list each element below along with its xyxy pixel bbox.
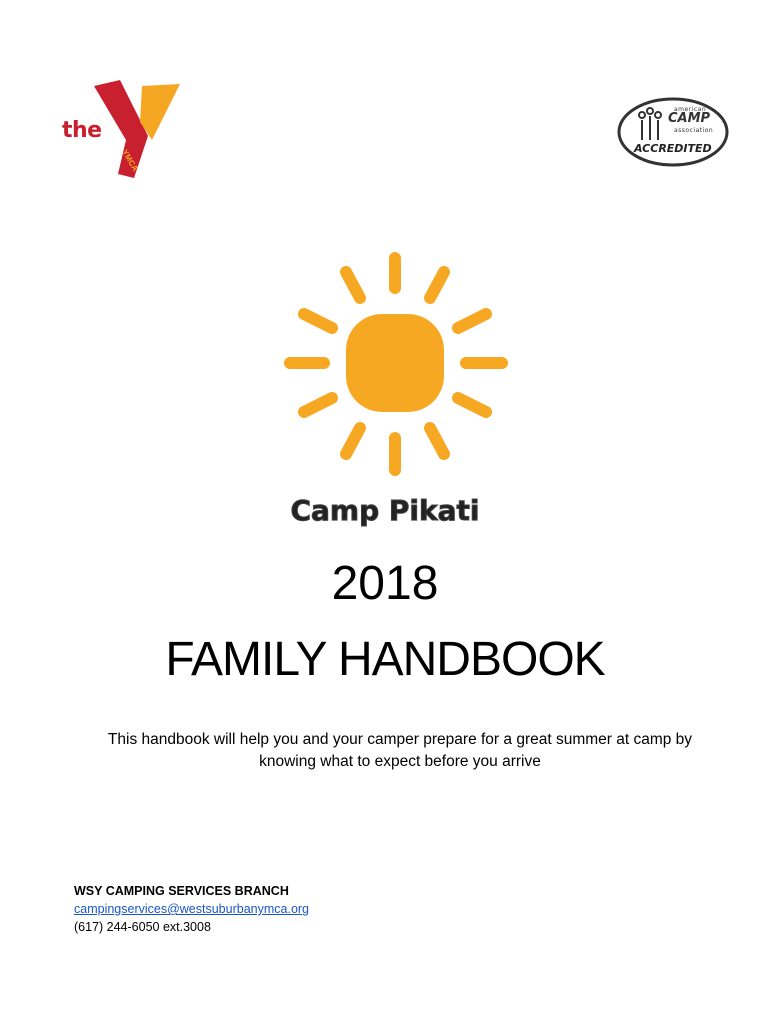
- handbook-year: 2018: [331, 557, 439, 610]
- aca-line-2: CAMP: [668, 111, 711, 126]
- intro-text: This handbook will help you and your camper prepare for a great summer at camp by knowing what to expect before you arrive: [107, 731, 693, 770]
- contact-block: [74, 882, 309, 936]
- ymca-small-text: YMCA: [120, 148, 140, 173]
- aca-line-1: american: [674, 106, 707, 113]
- phone-number: (617) 244-6050 ext.3008: [74, 920, 211, 934]
- camp-name: Camp Pikati: [290, 494, 480, 527]
- handbook-title: FAMILY HANDBOOK: [165, 633, 605, 686]
- ymca-logo-icon: [62, 78, 182, 178]
- sun-icon: [280, 248, 510, 478]
- email-link[interactable]: campingservices@westsuburbanymca.org: [74, 902, 310, 916]
- ymca-the-text: the: [62, 118, 102, 143]
- aca-line-3: association: [674, 127, 714, 134]
- aca-accredited-text: ACCREDITED: [634, 142, 712, 155]
- aca-seal-icon: [616, 96, 730, 168]
- branch-name: WSY CAMPING SERVICES BRANCH: [74, 884, 289, 898]
